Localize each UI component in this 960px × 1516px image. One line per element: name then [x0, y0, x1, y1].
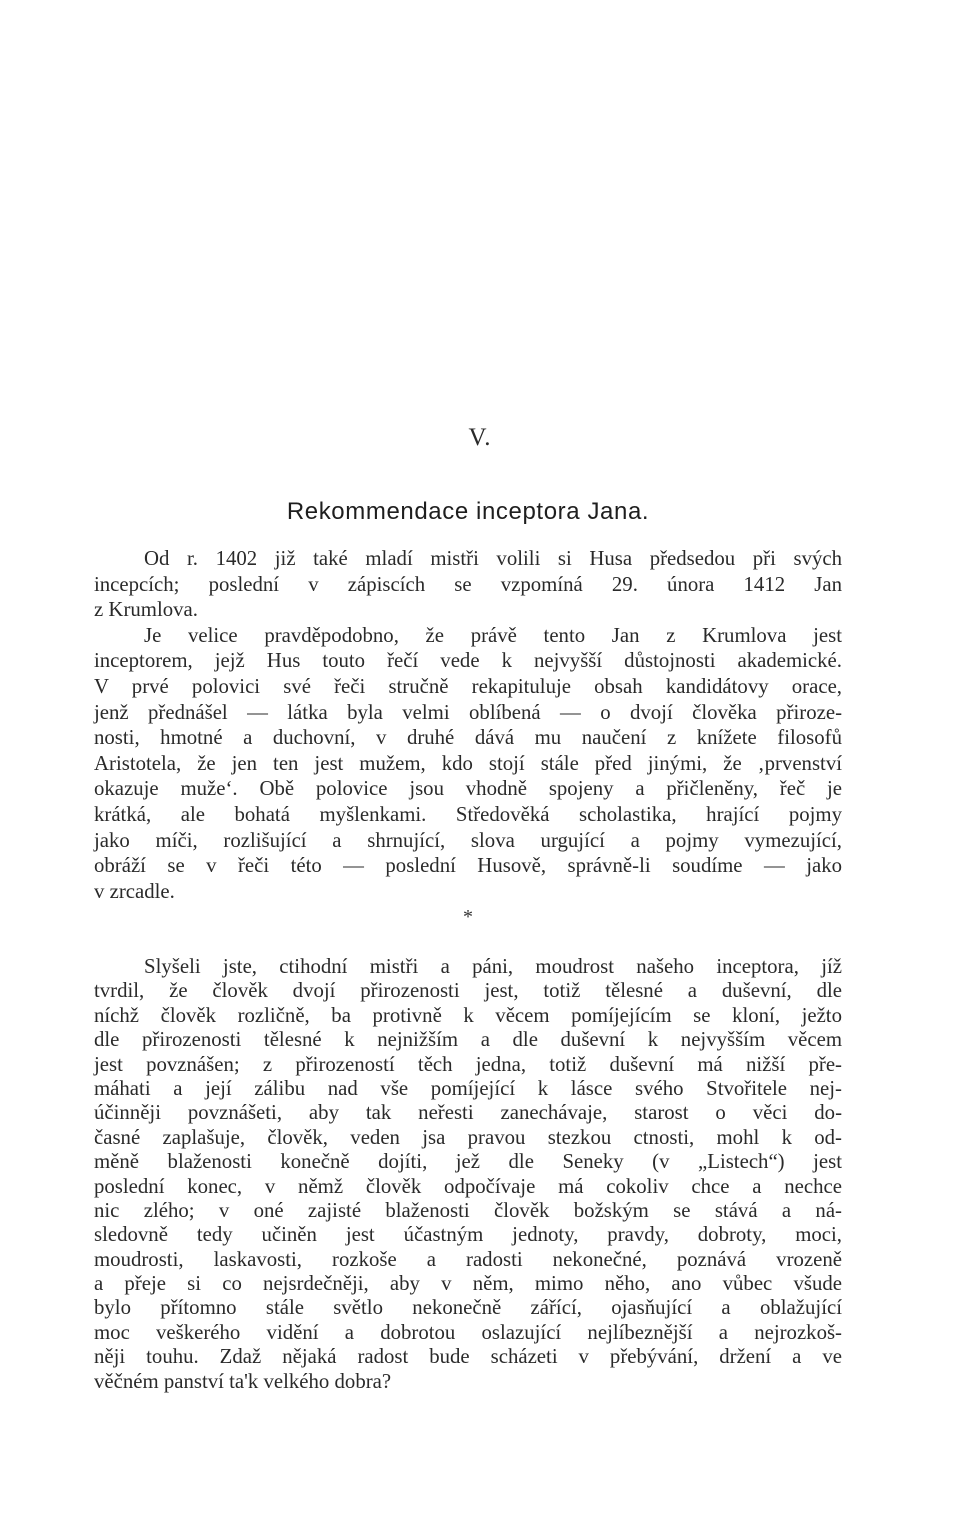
text-line: moc veškerého vidění a dobrotou oslazující nejlíbeznější a nejrozkoš-: [94, 1320, 842, 1344]
text-line: inceptorem, jejž Hus touto řečí vede k nejvyšší důstojnosti akademické.: [94, 649, 842, 673]
text-line: účinněji povznášeti, aby tak neřesti zanechávaje, starost o věci do-: [94, 1101, 842, 1125]
text-line: časné zaplašuje, člověk, veden jsa pravou stezkou ctnosti, mohl k od-: [94, 1125, 842, 1149]
text-line: níchž člověk rozličně, ba protivně k věcem pomíjejícím se kloní, ježto: [94, 1003, 842, 1027]
speech-paragraph: [94, 955, 842, 1394]
text-line: z Krumlova.: [94, 598, 198, 622]
text-line: bylo přítomno stále světlo nekonečně zářící, ojasňující a oblažující: [94, 1296, 842, 1320]
text-line: tvrdil, že člověk dvojí přirozenosti jest, totiž tělesné a duševní, dle: [94, 979, 842, 1003]
intro-paragraph: [94, 546, 842, 904]
text-line: a přeje si co nejsrdečněji, aby v něm, mimo něho, ano vůbec všude: [94, 1272, 842, 1296]
section-separator: *: [463, 906, 473, 928]
text-line: okazuje muže‘. Obě polovice jsou vhodně spojeny a přičleněny, řeč je: [94, 777, 842, 801]
text-line: V prvé polovici své řeči stručně rekapituluje obsah kandidátovy orace,: [94, 674, 842, 698]
text-line: Slyšeli jste, ctihodní mistři a páni, moudrost našeho inceptora, jíž: [144, 955, 842, 978]
text-line: moudrosti, laskavosti, rozkoše a radosti nekonečné, poznává vrozeně: [94, 1247, 842, 1271]
text-line: Je velice pravděpodobno, že právě tento Jan z Krumlova jest: [144, 623, 842, 647]
text-line: incepcích; poslední v zápiscích se vzpomíná 29. února 1412 Jan: [94, 572, 842, 596]
text-line: věčném panství ta'k velkého dobra?: [94, 1369, 392, 1393]
text-line: dle přirozenosti tělesné k nejnižším a dle duševní k nejvyšším věcem: [94, 1028, 842, 1052]
text-line: Od r. 1402 již také mladí mistři volili si Husa předsedou při svých: [144, 547, 842, 570]
text-line: jako míči, rozlišující a shrnující, slova urgující a pojmy vymezující,: [94, 828, 842, 852]
text-line: krátká, ale bohatá myšlenkami. Středověká scholastika, hrající pojmy: [94, 802, 842, 826]
text-line: jest povznášen; z přirozeností těch jedna, totiž duševní má nižší pře-: [94, 1052, 842, 1076]
text-line: obráží se v řeči této — poslední Husově, správně-li soudíme — jako: [94, 854, 842, 878]
text-line: měně blaženosti konečně dojíti, jež dle Seneky (v „Listech“) jest: [94, 1150, 842, 1174]
text-line: Aristotela, že jen ten jest mužem, kdo stojí stále před jinými, že ‚prvenství: [94, 751, 842, 775]
text-line: nosti, hmotné a duchovní, v druhé dává mu naučení z knížete filosofů: [94, 726, 842, 750]
text-line: sledovně tedy učiněn jest účastným jednoty, pravdy, dobroty, moci,: [94, 1223, 842, 1247]
chapter-title: Rekommendace inceptora Jana.: [286, 498, 650, 525]
chapter-number: V.: [468, 424, 492, 451]
text-line: nic zlého; v oné zajisté blaženosti člověk božským se stává a ná-: [94, 1198, 842, 1222]
text-line: něji touhu. Zdaž nějaká radost bude scházeti v přebývání, držení a ve: [94, 1345, 842, 1369]
text-line: jenž přednášel — látka byla velmi oblíbená — o dvojí člověka přiroze-: [94, 700, 842, 724]
text-line: v zrcadle.: [94, 879, 175, 903]
text-line: poslední konec, v němž člověk odpočívaje má cokoliv chce a nechce: [94, 1174, 842, 1198]
text-line: máhati a její zálibu nad vše pomíjející k lásce svého Stvořitele nej-: [94, 1076, 842, 1100]
